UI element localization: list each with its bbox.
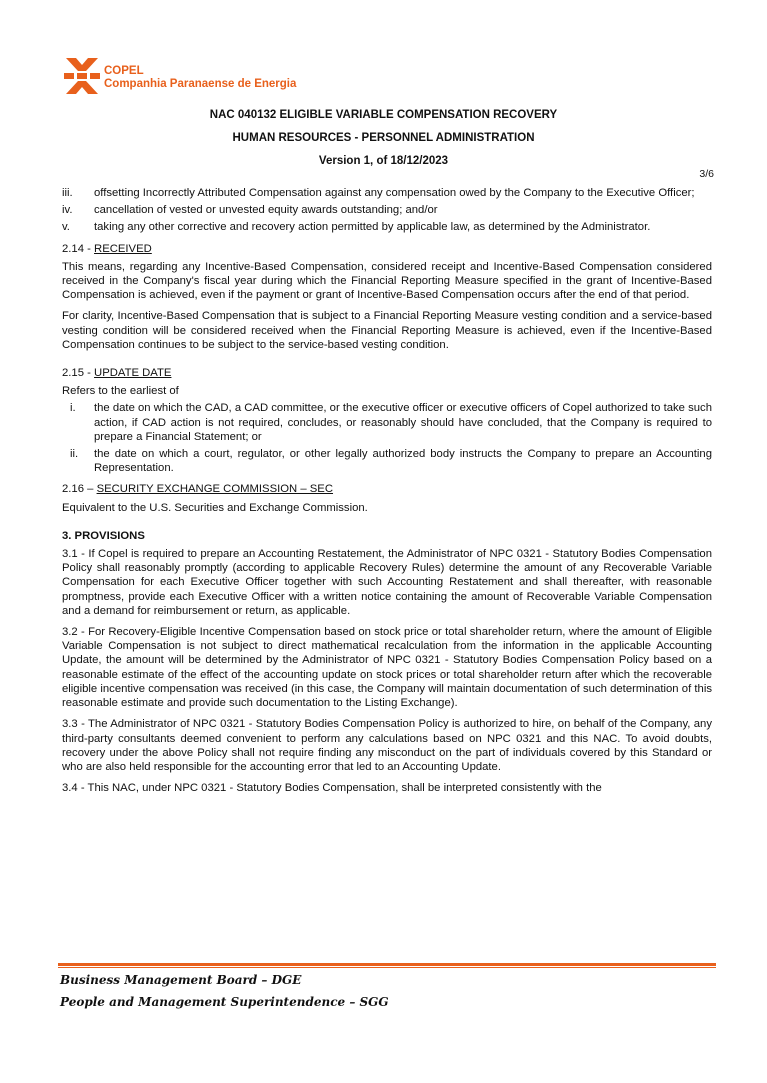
paragraph: For clarity, Incentive-Based Compensation that is subject to a Financial Reporting Measure vesting condition and a service-based vesting condition will be considered received when the Financial Reporting Measure is achieved, even if the Incentive-Based Compensation continues to be subject to the service-based vesting condition. (62, 310, 712, 351)
footer-superintendence: People and Management Superintendence – SGG (60, 995, 389, 1009)
footer-board: Business Management Board – DGE (60, 973, 302, 987)
document-title: NAC 040132 ELIGIBLE VARIABLE COMPENSATION RECOVERY (209, 109, 558, 121)
section-heading-2-15: 2.15 - UPDATE DATE (62, 367, 172, 380)
company-logo (64, 58, 296, 98)
paragraph: Refers to the earliest of (62, 385, 179, 398)
footer-divider (58, 963, 716, 966)
list-item: v. taking any other corrective and recovery action permitted by applicable law, as determined by the Administrator. (62, 221, 651, 234)
list-item: iii. offsetting Incorrectly Attributed Compensation against any compensation owed by the Company to the Executive Officer; (62, 187, 695, 199)
page-number: 3/6 (699, 168, 714, 180)
list-item: iv. cancellation of vested or unvested equity awards outstanding; and/or (62, 204, 438, 217)
document-body (62, 186, 712, 802)
section-heading-3: 3. PROVISIONS (62, 529, 145, 542)
document-subtitle: HUMAN RESOURCES - PERSONNEL ADMINISTRATION (232, 132, 535, 144)
paragraph: Equivalent to the U.S. Securities and Exchange Commission. (62, 501, 368, 514)
list-item: i. the date on which the CAD, a CAD committee, or the executive officer or executive officers of Copel authorized to take such action, if CAD action is not required, concludes, or reasonably should have concluded, that the Company is required to prepare a Financial Statement; or (70, 402, 712, 443)
logo-company: Companhia Paranaense de Energia (104, 78, 297, 90)
document-version: Version 1, of 18/12/2023 (318, 155, 449, 167)
footer-divider-thin (58, 967, 716, 968)
paragraph: 3.4 - This NAC, under NPC 0321 - Statutory Bodies Compensation, shall be interpreted consistently with the (62, 782, 602, 795)
copel-logo-icon (64, 56, 100, 101)
section-heading-2-16: 2.16 – SECURITY EXCHANGE COMMISSION – SEC (62, 483, 334, 496)
paragraph: 3.3 - The Administrator of NPC 0321 - Statutory Bodies Compensation Policy is authorized to hire, on behalf of the Company, any third-party consultants deemed convenient to perform any calculations based on NPC 0321 and this NAC. To avoid doubts, recovery under the above Policy shall not require finding any misconduct on the part of individuals covered by this Standard or who are also held responsible for the accounting error that led to an Accounting Update. (62, 718, 712, 773)
list-item: ii. the date on which a court, regulator, or other legally authorized body instructs the Company to prepare an Accounting Representation. (70, 448, 712, 475)
paragraph: This means, regarding any Incentive-Based Compensation, considered receipt and Incentive-Based Compensation considered received in the Company's fiscal year during which the Financial Reporting Measure specified in the grant of Incentive-Based Compensation is achieved, even if the payment or grant of Incentive-Based Compensation occurs after the end of that period. (62, 260, 712, 302)
paragraph: 3.1 - If Copel is required to prepare an Accounting Restatement, the Administrator of NPC 0321 - Statutory Bodies Compensation Policy shall reasonably promptly (according to applicable Recovery Rules) determine the amount of any Recoverable Variable Compensation for each Executive Officer together with such Accounting Restatement and shall thereafter, with reasonable promptness, provide each Executive Officer with a written notice containing the amount of Recoverable Variable Compensation and a demand for reimbursement or return, as applicable. (62, 548, 712, 617)
paragraph: 3.2 - For Recovery-Eligible Incentive Compensation based on stock price or total shareholder return, where the amount of Eligible Variable Compensation is not subject to direct mathematical recalculation from the information in the applicable Accounting Update, the amount will be determined by the Administrator of NPC 0321 - Statutory Bodies Compensation Policy based on a reasonable estimate of the effect of the accounting update on stock prices or total shareholder return after which the recoverable eligible incentive compensation was received (in this case, the Company will maintain documentation of such determination of this reasonable estimate and provide such documentation to the Listing Exchange). (62, 626, 712, 710)
logo-brand: COPEL (104, 65, 144, 77)
section-heading-2-14: 2.14 - RECEIVED (62, 242, 152, 255)
